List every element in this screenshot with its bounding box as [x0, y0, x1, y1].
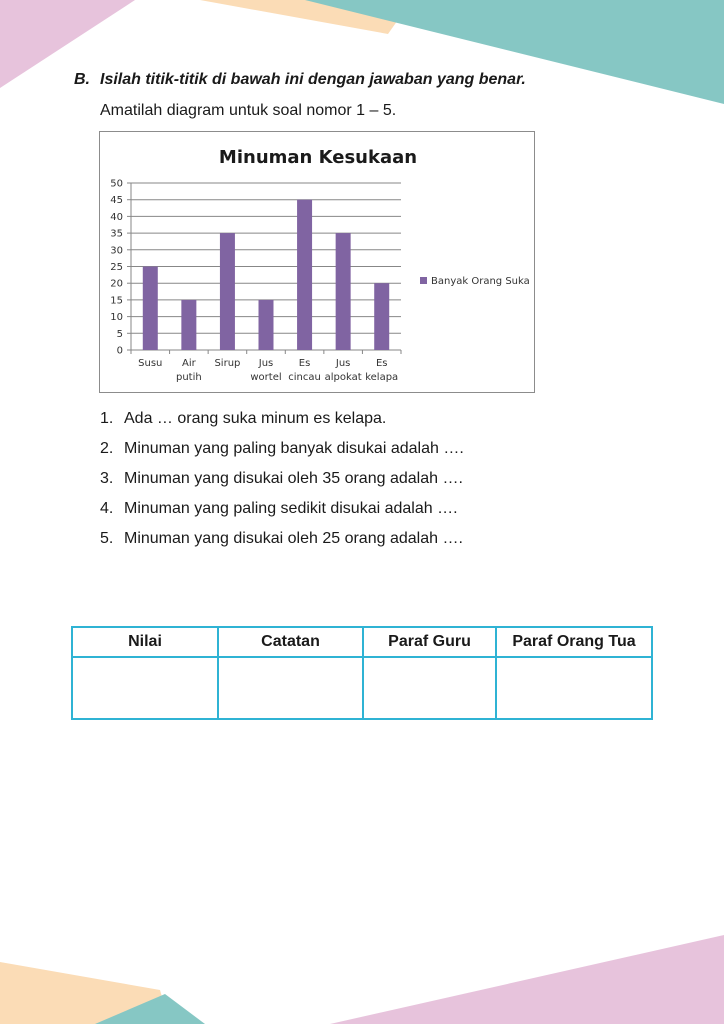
- bar: [336, 233, 351, 350]
- y-tick-label: 40: [110, 211, 123, 223]
- x-tick-label: Es: [375, 358, 388, 369]
- question-text: Minuman yang paling sedikit disukai adalah ….: [124, 500, 458, 517]
- question-number: 4.: [100, 500, 114, 517]
- question-item: [100, 470, 464, 500]
- y-tick-label: 10: [110, 312, 123, 324]
- grade-cell-nilai[interactable]: [72, 657, 218, 719]
- x-tick-label: Jus: [258, 358, 274, 369]
- question-number: 3.: [100, 470, 114, 487]
- grade-table-entry-row: [72, 657, 652, 719]
- grade-header-catatan: Catatan: [218, 627, 363, 657]
- bar: [297, 200, 312, 350]
- grade-cell-paraf-orang-tua[interactable]: [496, 657, 652, 719]
- question-item: [100, 410, 464, 440]
- question-number: 5.: [100, 530, 114, 547]
- x-tick-label: cincau: [288, 372, 321, 383]
- x-tick-label: Air: [181, 358, 196, 369]
- bottom-right-pink-shape: [330, 935, 724, 1024]
- question-item: [100, 440, 464, 470]
- legend-label: Banyak Orang Suka: [431, 276, 530, 287]
- y-tick-label: 30: [110, 245, 123, 257]
- question-text: Minuman yang disukai oleh 25 orang adalah ….: [124, 530, 463, 547]
- question-text: Minuman yang paling banyak disukai adalah ….: [124, 440, 464, 457]
- y-tick-label: 35: [110, 228, 123, 240]
- question-item: [100, 500, 464, 530]
- bar: [220, 233, 235, 350]
- x-tick-label: kelapa: [365, 372, 399, 383]
- x-tick-label: wortel: [250, 372, 282, 383]
- chart-title: Minuman Kesukaan: [218, 147, 418, 168]
- section-heading-text: Isilah titik-titik di bawah ini dengan jawaban yang benar.: [100, 71, 526, 88]
- grade-table-header-row: [72, 627, 652, 657]
- y-tick-label: 15: [110, 295, 123, 307]
- grade-cell-paraf-guru[interactable]: [363, 657, 496, 719]
- x-tick-label: Es: [298, 358, 311, 369]
- question-list: [100, 410, 464, 560]
- question-number: 2.: [100, 440, 114, 457]
- x-tick-label: alpokat: [324, 372, 362, 383]
- grade-table: [71, 626, 653, 720]
- bar: [181, 300, 196, 350]
- bar-chart: [99, 131, 535, 393]
- grade-cell-catatan[interactable]: [218, 657, 363, 719]
- bar: [143, 267, 158, 351]
- y-tick-label: 45: [110, 195, 123, 207]
- section-letter: B.: [74, 71, 90, 88]
- grade-header-nilai: Nilai: [72, 627, 218, 657]
- y-tick-label: 20: [110, 278, 123, 290]
- x-tick-label: Sirup: [214, 358, 241, 369]
- legend-swatch: [420, 277, 427, 284]
- chart-canvas: [100, 132, 536, 394]
- y-tick-label: 0: [116, 345, 123, 357]
- y-tick-label: 5: [116, 328, 123, 340]
- x-tick-label: Susu: [138, 358, 163, 369]
- question-text: Ada … orang suka minum es kelapa.: [124, 410, 387, 427]
- grade-header-paraf-guru: Paraf Guru: [363, 627, 496, 657]
- bar: [374, 283, 389, 350]
- y-tick-label: 25: [110, 262, 123, 273]
- grade-header-paraf-orang-tua: Paraf Orang Tua: [496, 627, 652, 657]
- instruction-text: Amatilah diagram untuk soal nomor 1 – 5.: [100, 102, 397, 119]
- question-item: [100, 530, 464, 560]
- section-heading: [74, 71, 526, 89]
- bar: [259, 300, 274, 350]
- x-tick-label: putih: [175, 372, 202, 383]
- x-tick-label: Jus: [335, 358, 351, 369]
- question-text: Minuman yang disukai oleh 35 orang adalah ….: [124, 470, 463, 487]
- y-tick-label: 50: [110, 178, 123, 190]
- question-number: 1.: [100, 410, 114, 427]
